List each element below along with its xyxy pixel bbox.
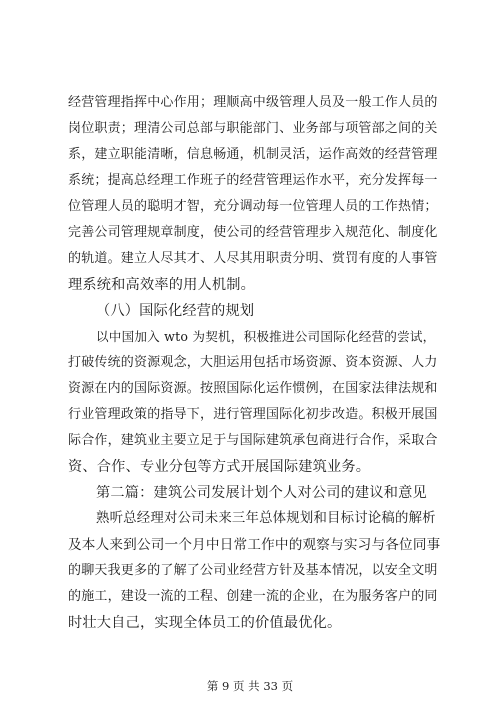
- body-line: 的聊天我更多的了解了公司业经营方针及基本情况，以安全文明: [68, 563, 438, 578]
- body-line: 的施工，建设一流的工程、创建一流的企业，在为服务客户的同: [68, 589, 438, 604]
- body-line: 时壮大自己，实现全体员工的价值最优化。: [68, 615, 342, 631]
- body-line: 资源在内的国际资源。按照国际化运作惯例，在国家法律法规和: [68, 381, 438, 396]
- body-line: 经营管理指挥中心作用；理顺高中级管理人员及一般工作人员的: [68, 95, 438, 110]
- body-line: 系统；提高总经理工作班子的经营管理运作水平，充分发挥每一: [68, 173, 438, 188]
- body-line: 打破传统的资源观念，大胆运用包括市场资源、资本资源、人力: [68, 355, 438, 370]
- body-line: 岗位职责；理清公司总部与职能部门、业务部与项管部之间的关: [68, 121, 438, 136]
- body-line: 位管理人员的聪明才智，充分调动每一位管理人员的工作热情；: [68, 199, 438, 214]
- body-line: 行业管理政策的指导下，进行管理国际化初步改造。积极开展国: [68, 407, 438, 422]
- body-line: 以中国加入 wto 为契机，积极推进公司国际化经营的尝试，: [96, 329, 436, 344]
- body-line: 完善公司管理规章制度，使公司的经营管理步入规范化、制度化: [68, 225, 438, 240]
- body-line: 系，建立职能清晰，信息畅通，机制灵活，运作高效的经营管理: [68, 147, 438, 162]
- body-line: 熟听总经理对公司未来三年总体规划和目标讨论稿的解析: [96, 511, 436, 526]
- body-line: 资、合作、专业分包等方式开展国际建筑业务。: [68, 459, 371, 475]
- body-line: 际合作，建筑业主要立足于与国际建筑承包商进行合作，采取合: [68, 433, 438, 448]
- body-line: 理系统和高效率的用人机制。: [68, 277, 256, 293]
- body-line: 及本人来到公司一个月中日常工作中的观察与实习与各位同事: [68, 537, 441, 553]
- page-footer: 第 9 页 共 33 页: [206, 679, 294, 693]
- section-heading: （八）国际化经营的规划: [96, 303, 255, 319]
- body-line: 的轨道。建立人尽其才、人尽其用职责分明、赏罚有度的人事管: [68, 251, 438, 266]
- chapter-heading: 第二篇：建筑公司发展计划个人对公司的建议和意见: [96, 485, 427, 501]
